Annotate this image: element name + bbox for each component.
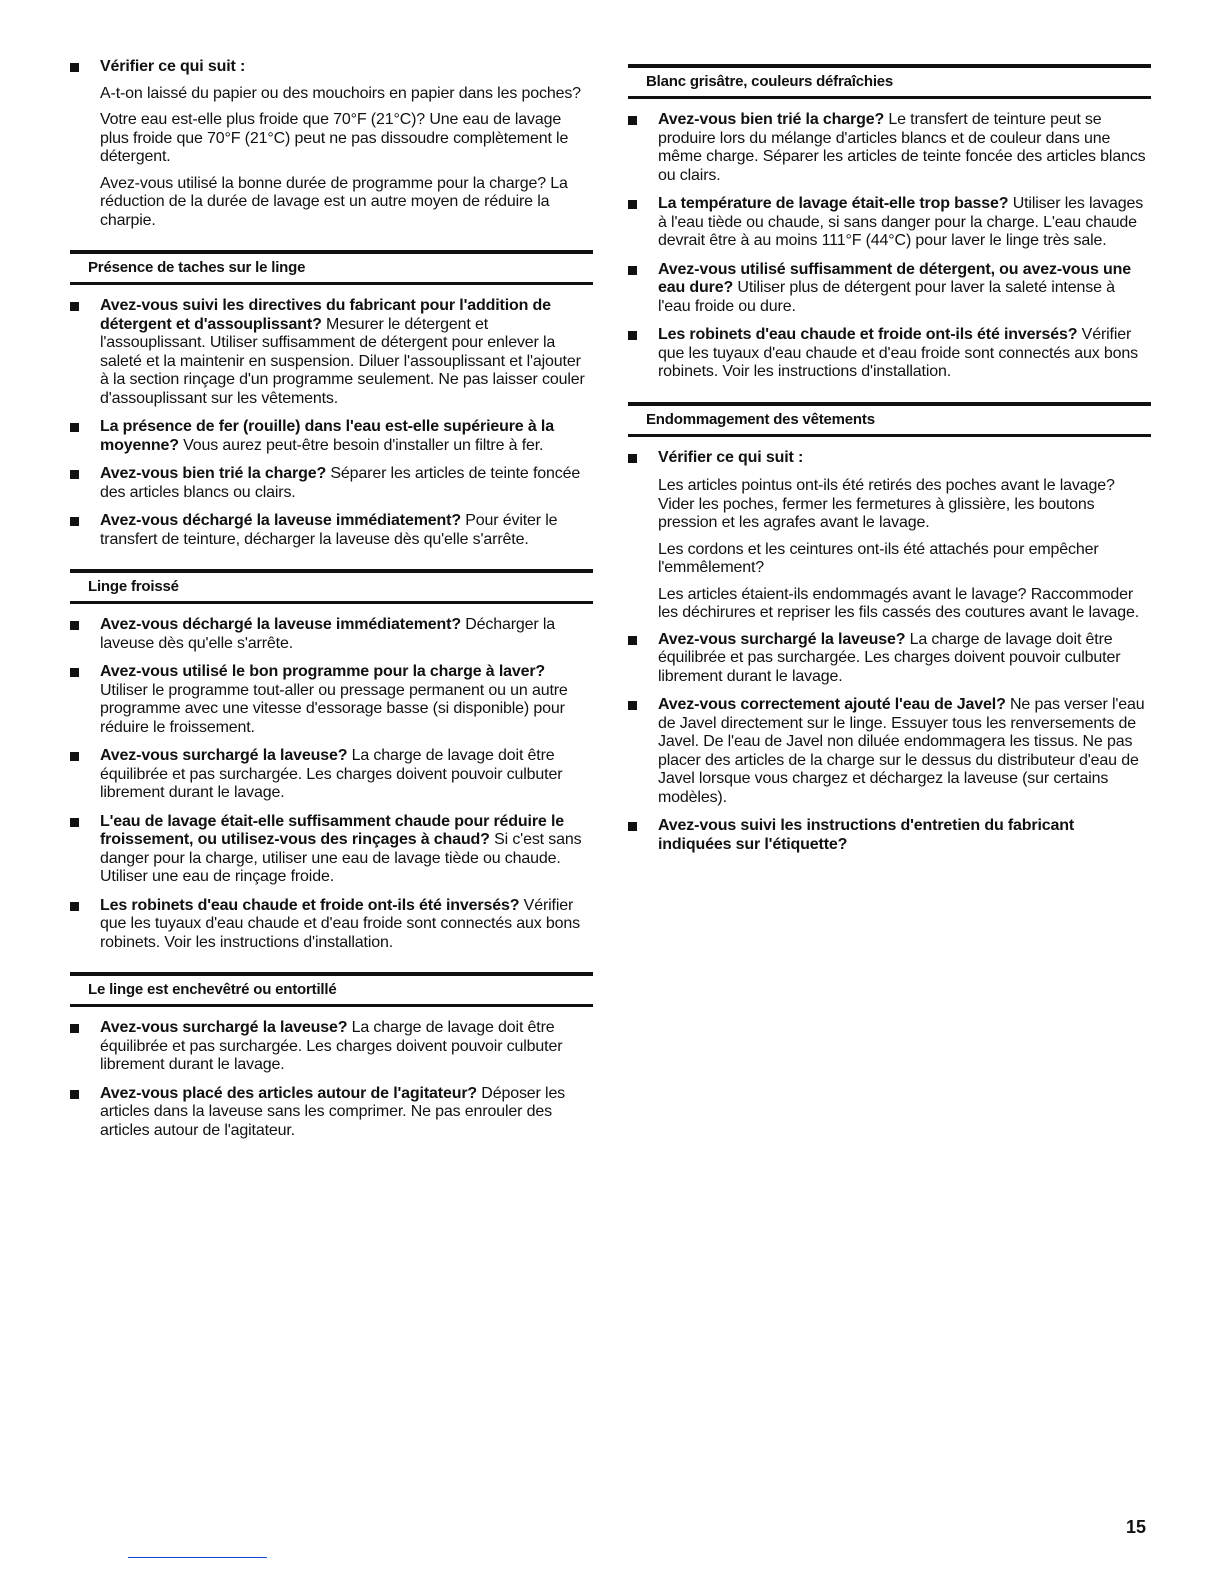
item-question: Vérifier ce qui suit :	[100, 58, 246, 75]
paragraph: Les articles pointus ont-ils été retirés des poches avant le lavage? Vider les poches, fermer les fermetures à glissière, les boutons pression et les agrafes avant le lavage.	[658, 477, 1115, 531]
list-item	[628, 696, 1151, 807]
list-item	[70, 297, 593, 408]
list-item	[70, 418, 593, 455]
section-heading: Le linge est enchevêtré ou entortillé	[70, 972, 593, 1007]
item-question: L'eau de lavage était-elle suffisamment chaude pour réduire le froissement, ou utilisez-vous des rinçages à chaud?	[100, 812, 564, 848]
item-question: Avez-vous bien trié la charge?	[100, 465, 327, 482]
section-stains	[70, 250, 593, 549]
list-item	[628, 111, 1151, 185]
square-bullet-icon	[628, 116, 637, 125]
item-text: Séparer les articles de teinte foncée des articles blancs ou clairs.	[100, 465, 581, 501]
square-bullet-icon	[70, 517, 79, 526]
item-question: Avez-vous surchargé la laveuse?	[100, 1019, 348, 1036]
list-item	[628, 326, 1151, 382]
section-tangled	[70, 972, 593, 1140]
square-bullet-icon	[70, 752, 79, 761]
item-question: Avez-vous déchargé la laveuse immédiatement?	[100, 616, 461, 633]
item-question: Les robinets d'eau chaude et froide ont-ils été inversés?	[100, 896, 520, 914]
item-question: Avez-vous correctement ajouté l'eau de Javel?	[658, 696, 1006, 713]
item-question: Avez-vous bien trié la charge?	[658, 111, 885, 128]
right-column	[628, 58, 1151, 864]
list-item	[70, 663, 593, 737]
item-text: Si c'est sans danger pour la charge, utiliser une eau de lavage tiède ou chaude. Utiliser une eau de rinçage froide.	[100, 831, 582, 885]
item-text: Utiliser le programme tout-aller ou pressage permanent ou un autre programme avec une vitesse d'essorage basse (si disponible) pour réduire le froissement.	[100, 681, 568, 736]
paragraph: Les cordons et les ceintures ont-ils été attachés pour empêcher l'emmêlement?	[658, 540, 1099, 576]
list-item	[628, 195, 1151, 251]
square-bullet-icon	[628, 454, 637, 463]
item-text: Déposer les articles dans la laveuse sans les comprimer. Ne pas enrouler des articles autour de l'agitateur.	[100, 1084, 566, 1139]
item-text: Mesurer le détergent et l'assouplissant. Utiliser suffisamment de détergent pour enlever la saleté et la maintenir en suspension. Diluer l'assouplissant et l'ajouter à la section rinçage d'un programme seulement. Ne pas laisser couler d'assouplissant sur les vêtements.	[100, 315, 585, 407]
item-text: Vérifier que les tuyaux d'eau chaude et d'eau froide sont connectés aux bons robinets. Voir les instructions d'installation.	[658, 326, 1138, 380]
list-item	[70, 58, 593, 77]
item-text: Pour éviter le transfert de teinture, décharger la laveuse dès qu'elle s'arrête.	[100, 512, 558, 548]
square-bullet-icon	[70, 902, 79, 911]
item-question: Avez-vous surchargé la laveuse?	[658, 630, 906, 648]
square-bullet-icon	[628, 331, 637, 340]
item-question: Avez-vous utilisé suffisamment de détergent, ou avez-vous une eau dure?	[658, 260, 1132, 296]
list-item	[70, 465, 593, 502]
square-bullet-icon	[70, 818, 79, 827]
item-question: Avez-vous suivi les instructions d'entretien du fabricant indiquées sur l'étiquette?	[658, 817, 1075, 853]
intro-block	[70, 58, 593, 230]
item-question: Les robinets d'eau chaude et froide ont-ils été inversés?	[658, 326, 1078, 343]
square-bullet-icon	[70, 1090, 79, 1099]
item-question: La température de lavage était-elle trop basse?	[658, 195, 1009, 212]
square-bullet-icon	[70, 470, 79, 479]
section-greyish-faded	[628, 64, 1151, 382]
item-question: Vérifier ce qui suit :	[658, 448, 804, 466]
item-question: Avez-vous déchargé la laveuse immédiatement?	[100, 512, 461, 529]
square-bullet-icon	[70, 621, 79, 630]
paragraph: Votre eau est-elle plus froide que 70°F (21°C)? Une eau de lavage plus froide que 70°F (21°C) peut ne pas dissoudre complètement le détergent.	[100, 111, 569, 165]
section-heading: Blanc grisâtre, couleurs défraîchies	[628, 64, 1151, 99]
section-heading: Présence de taches sur le linge	[70, 250, 593, 285]
square-bullet-icon	[628, 822, 637, 831]
list-item	[70, 616, 593, 653]
section-wrinkled	[70, 569, 593, 952]
section-heading: Endommagement des vêtements	[628, 402, 1151, 437]
item-question: Avez-vous surchargé la laveuse?	[100, 747, 348, 764]
square-bullet-icon	[70, 63, 79, 72]
item-question: Avez-vous placé des articles autour de l'agitateur?	[100, 1084, 478, 1102]
list-item	[70, 512, 593, 549]
item-text: Décharger la laveuse dès qu'elle s'arrête.	[100, 616, 556, 652]
item-text: Utiliser les lavages à l'eau tiède ou chaude, si sans danger pour la charge. L'eau chaude devrait être à au moins 111°F (44°C) pour laver le linge très sale.	[658, 195, 1144, 249]
page-number: 15	[1126, 1517, 1147, 1537]
paragraph: A-t-on laissé du papier ou des mouchoirs en papier dans les poches?	[100, 84, 581, 102]
square-bullet-icon	[70, 423, 79, 432]
item-text: La charge de lavage doit être équilibrée et pas surchargée. Les charges doivent pouvoir culbuter librement durant le lavage.	[658, 630, 1121, 685]
square-bullet-icon	[628, 266, 637, 275]
square-bullet-icon	[628, 200, 637, 209]
list-item	[70, 747, 593, 803]
list-item	[628, 631, 1151, 687]
item-text: Vérifier que les tuyaux d'eau chaude et d'eau froide sont connectés aux bons robinets. Voir les instructions d'installation.	[100, 896, 580, 951]
item-text: Utiliser plus de détergent pour laver la saleté intense à l'eau froide ou dure.	[658, 279, 1115, 315]
square-bullet-icon	[628, 701, 637, 710]
section-damaged-garments	[628, 402, 1151, 855]
paragraph: Avez-vous utilisé la bonne durée de programme pour la charge? La réduction de la durée de lavage est un autre moyen de réduire la charpie.	[100, 174, 568, 229]
square-bullet-icon	[70, 302, 79, 311]
left-column	[70, 58, 593, 1150]
square-bullet-icon	[70, 1024, 79, 1033]
list-item	[70, 1019, 593, 1075]
paragraph: Les articles étaient-ils endommagés avant le lavage? Raccommoder les déchirures et repriser les fils cassés des coutures avant le lavage.	[658, 585, 1139, 621]
square-bullet-icon	[628, 636, 637, 645]
item-text: Vous aurez peut-être besoin d'installer un filtre à fer.	[178, 436, 544, 454]
list-item	[70, 813, 593, 887]
item-text: Ne pas verser l'eau de Javel directement sur le linge. Essuyer tous les renversements de Javel. De l'eau de Javel non diluée endommagera les tissus. Ne pas placer des articles de la charge sur le dessus du distributeur d'eau de Javel lorsque vous chargez et déchargez la laveuse (sur certains modèles).	[658, 696, 1145, 806]
list-item	[70, 897, 593, 953]
item-text: La charge de lavage doit être équilibrée et pas surchargée. Les charges doivent pouvoir culbuter librement durant le lavage.	[100, 747, 563, 801]
item-text: Le transfert de teinture peut se produire lors du mélange d'articles blancs et de couleur dans une même charge. Séparer les articles de teinte foncée des articles blancs ou clairs.	[658, 111, 1146, 184]
item-question: La présence de fer (rouille) dans l'eau est-elle supérieure à la moyenne?	[100, 418, 554, 454]
list-item	[628, 449, 1151, 468]
list-item	[70, 1085, 593, 1141]
list-item	[628, 817, 1151, 854]
item-text: La charge de lavage doit être équilibrée et pas surchargée. Les charges doivent pouvoir culbuter librement durant le lavage.	[100, 1019, 563, 1073]
item-question: Avez-vous suivi les directives du fabricant pour l'addition de détergent et d'assouplissant?	[100, 297, 551, 333]
list-item	[628, 261, 1151, 317]
footer-rule	[128, 1557, 267, 1558]
section-heading: Linge froissé	[70, 569, 593, 604]
item-question: Avez-vous utilisé le bon programme pour la charge à laver?	[100, 663, 546, 680]
square-bullet-icon	[70, 668, 79, 677]
